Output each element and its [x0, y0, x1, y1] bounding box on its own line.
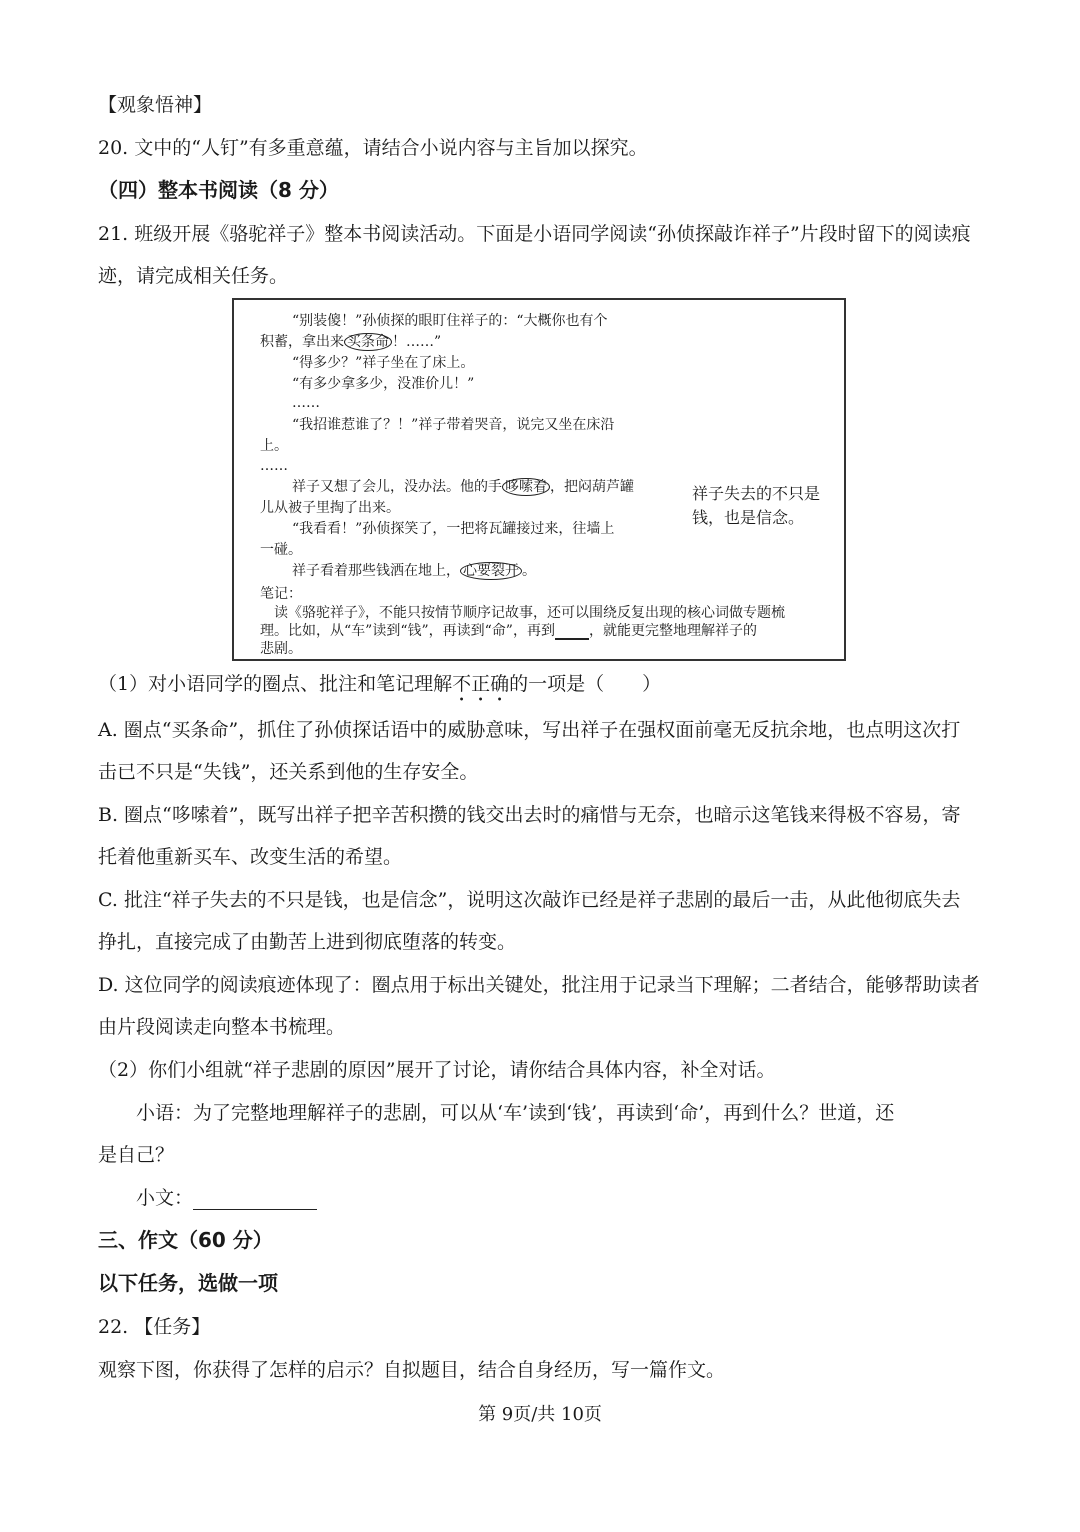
- excerpt-line: [292, 478, 634, 496]
- page-footer: 第 9页/共 10页: [478, 1404, 602, 1425]
- note-blank: [555, 624, 589, 640]
- excerpt-text: ，把闷葫芦罐: [550, 479, 634, 495]
- option-c-line1: C. 批注“祥子失去的不只是钱，也是信念”，说明这次敲诈已经是祥子悲剧的最后一击，从此他彻底失去: [98, 889, 961, 911]
- excerpt-line: 儿从被子里掏了出来。: [260, 500, 400, 516]
- question-21-1: [98, 672, 988, 706]
- xiaowen-line: [136, 1186, 988, 1210]
- section-3-title: 三、作文（60 分）: [98, 1228, 273, 1252]
- excerpt-text: ！……”: [392, 334, 442, 350]
- xiaowen-label: 小文：: [136, 1187, 194, 1209]
- question-text: （1）对小语同学的圈点、批注和笔记理解: [98, 673, 453, 695]
- note-line: 悲剧。: [260, 641, 302, 657]
- excerpt-text: 祥子又想了会儿，没办法。他的手: [292, 479, 502, 495]
- note-label: 笔记：: [260, 586, 302, 602]
- xiaowen-answer-blank[interactable]: [193, 1189, 317, 1210]
- circled-word-heart-split: 心要裂开: [460, 562, 522, 580]
- excerpt-line: [260, 333, 441, 351]
- excerpt-text: 。: [522, 563, 536, 579]
- circled-word-buy-life: 买条命: [344, 333, 392, 351]
- option-a-line1: A. 圈点“买条命”，抓住了孙侦探话语中的威胁意味，写出祥子在强权面前毫无反抗余地，也点明这次打: [98, 719, 961, 741]
- xiaoyu-line1: 小语：为了完整地理解祥子的悲剧，可以从‘车’读到‘钱’，再读到‘命’，再到什么？世道，还: [136, 1102, 895, 1124]
- excerpt-line: [292, 562, 536, 580]
- circled-word-trembling: 哆嗦着: [502, 478, 550, 496]
- emphasized-text: 不正确: [452, 673, 510, 695]
- excerpt-line: “我看看！”孙侦探笑了，一把将瓦罐接过来，往墙上: [292, 521, 615, 537]
- excerpt-box: [232, 298, 846, 661]
- excerpt-ellipsis: ……: [260, 458, 288, 474]
- excerpt-line: 上。: [260, 438, 288, 454]
- margin-annotation: 祥子失去的不只是钱，也是信念。: [692, 484, 821, 527]
- question-22-text: 观察下图，你获得了怎样的启示？自拟题目，结合自身经历，写一篇作文。: [98, 1359, 726, 1381]
- section-4-title: （四）整本书阅读（8 分）: [98, 178, 339, 202]
- question-21-line2: 迹，请完成相关任务。: [98, 265, 289, 287]
- excerpt-text: 积蓄，拿出来: [260, 334, 344, 350]
- option-d-line2: 由片段阅读走向整本书梳理。: [98, 1016, 346, 1038]
- excerpt-ellipsis: ……: [292, 395, 320, 411]
- excerpt-line: “得多少？”祥子坐在了床上。: [292, 355, 475, 371]
- option-c-line2: 挣扎，直接完成了由勤苦上进到彻底堕落的转变。: [98, 931, 517, 953]
- question-20: 20. 文中的“人钉”有多重意蕴，请结合小说内容与主旨加以探究。: [98, 137, 648, 159]
- option-a-line2: 击已不只是“失钱”，还关系到他的生存安全。: [98, 761, 479, 783]
- choose-one-heading: 以下任务，选做一项: [98, 1271, 278, 1295]
- option-b-line1: B. 圈点“哆嗦着”，既写出祥子把辛苦积攒的钱交出去时的痛惜与无奈，也暗示这笔钱来得极不容易，寄: [98, 804, 961, 826]
- option-d-line1: D. 这位同学的阅读痕迹体现了：圈点用于标出关键处，批注用于记录当下理解；二者结合，能够帮助读者: [98, 974, 980, 996]
- excerpt-line: “有多少拿多少，没准价儿！”: [292, 376, 475, 392]
- section-observe-heading: 【观象悟神】: [98, 94, 213, 116]
- excerpt-line: 一碰。: [260, 542, 302, 558]
- excerpt-text: 祥子看着那些钱洒在地上，: [292, 563, 460, 579]
- note-text: 理。比如，从“车”读到“钱”，再读到“命”，再到: [260, 623, 555, 639]
- note-text: ，就能更完整地理解祥子的: [588, 623, 757, 639]
- option-b-line2: 托着他重新买车、改变生活的希望。: [98, 846, 403, 868]
- note-line: [260, 622, 757, 640]
- question-21-line1: 21. 班级开展《骆驼祥子》整本书阅读活动。下面是小语同学阅读“孙侦探敲诈祥子”片段时留下的阅读痕: [98, 223, 971, 245]
- excerpt-line: “别装傻！”孙侦探的眼盯住祥子的：“大概你也有个: [292, 313, 608, 329]
- excerpt-line: “我招谁惹谁了？！”祥子带着哭音，说完又坐在床沿: [292, 417, 615, 433]
- xiaoyu-line2: 是自己？: [98, 1144, 175, 1166]
- question-22: 22. 【任务】: [98, 1316, 211, 1338]
- question-21-2: （2）你们小组就“祥子悲剧的原因”展开了讨论，请你结合具体内容，补全对话。: [98, 1059, 776, 1081]
- note-line: 读《骆驼祥子》，不能只按情节顺序记故事，还可以围绕反复出现的核心词做专题梳: [274, 605, 785, 621]
- question-text: 的一项是（ ）: [509, 673, 662, 695]
